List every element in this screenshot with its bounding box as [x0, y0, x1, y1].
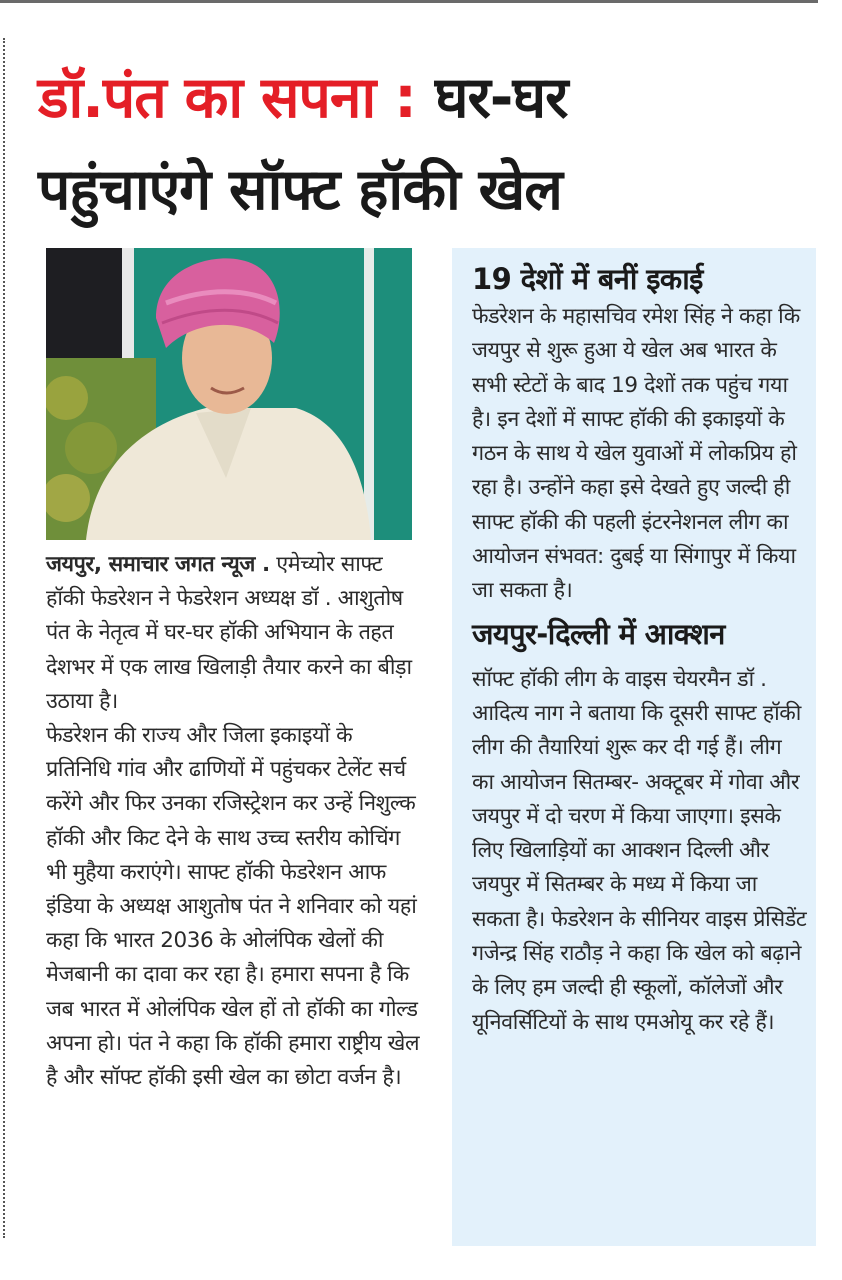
portrait-photo	[46, 248, 412, 540]
top-border-rule	[0, 0, 818, 3]
dotted-cut-line	[3, 38, 5, 1238]
article-paragraph	[46, 548, 421, 719]
sidebar-heading-auction: जयपुर-दिल्ली में आक्शन	[472, 616, 725, 651]
headline-line2: पहुंचाएंगे सॉफ्ट हॉकी खेल	[38, 157, 562, 223]
sidebar-box	[452, 248, 816, 1246]
sidebar-heading-countries: 19 देशों में बनीं इकाई	[472, 262, 703, 296]
sidebar-content	[472, 258, 808, 1044]
headline-black-part: घर-घर	[434, 65, 568, 131]
paragraph-1: एमेच्योर साफ्ट हॉकी फेडरेशन ने फेडरेशन अध्यक्ष डॉ . आशुतोष पंत के नेतृत्व में घर-घर हॉकी अभियान के तहत देशभर में एक लाख खिलाड़ी तैयार करने का बीड़ा उठाया है।	[46, 552, 412, 714]
main-article	[46, 548, 421, 1095]
headline	[38, 52, 818, 236]
headline-red-part: डॉ.पंत का सपना :	[38, 65, 416, 131]
sidebar-text-auction: सॉफ्ट हॉकी लीग के वाइस चेयरमैन डॉ . आदित्य नाग ने बताया कि दूसरी साफ्ट हॉकी लीग की तैयारियां शुरू कर दी गई हैं। लीग का आयोजन सितम्बर- अक्टूबर में गोवा और जयपुर में दो चरण में किया जाएगा। इसके लिए खिलाड़ियों का आक्शन दिल्ली और जयपुर में सितम्बर के मध्य में किया जा सकता है। फेडरेशन के सीनियर वाइस प्रेसिडेंट गजेन्द्र सिंह राठौड़ ने कहा कि खेल को बढ़ाने के लिए हम जल्दी ही स्कूलों, कॉलेजों और यूनिवर्सिटियों के साथ एमओयू कर रहे हैं।	[472, 666, 807, 1035]
sidebar-text-countries: फेडरेशन के महासचिव रमेश सिंह ने कहा कि जयपुर से शुरू हुआ ये खेल अब भारत के सभी स्टेटों के बाद 19 देशों तक पहुंच गया है। इन देशों में साफ्ट हॉकी की इकाइयों के गठन के साथ ये खेल युवाओं में लोकप्रिय हो रहा है। उन्होंने कहा इसे देखते हुए जल्दी ही साफ्ट हॉकी की पहली इंटरनेशनल लीग का आयोजन संभवत: दुबई या सिंगापुर में किया जा सकता है।	[472, 304, 800, 604]
dateline: जयपुर, समाचार जगत न्यूज .	[46, 552, 270, 577]
paragraph-2: फेडरेशन की राज्य और जिला इकाइयों के प्रतिनिधि गांव और ढाणियों में पहुंचकर टेलेंट सर्च करेंगे और फिर उनका रजिस्ट्रेशन कर उन्हें निशुल्क हॉकी और किट देने के साथ उच्च स्तरीय कोचिंग भी मुहैया कराएंगे। साफ्ट हॉकी फेडरेशन आफ इंडिया के अध्यक्ष आशुतोष पंत ने शनिवार को यहां कहा कि भारत 2036 के ओलंपिक खेलों की मेजबानी का दावा कर रहा है। हमारा सपना है कि जब भारत में ओलंपिक खेल हों तो हॉकी का गोल्ड अपना हो। पंत ने कहा कि हॉकी हमारा राष्ट्रीय खेल है और सॉफ्ट हॉकी इसी खेल का छोटा वर्जन है।	[46, 723, 420, 1091]
